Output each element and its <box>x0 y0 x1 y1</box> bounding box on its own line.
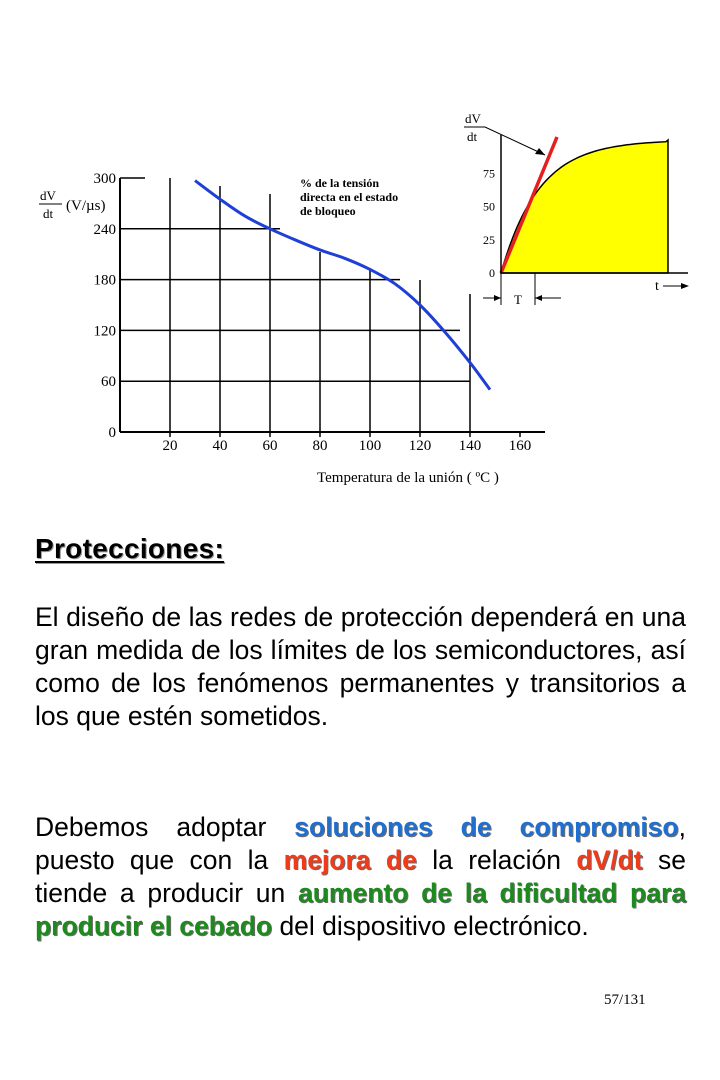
inset-y-tick-label-75: 75 <box>483 166 495 181</box>
inset-pointer-arrow <box>485 127 545 155</box>
page-number: 57/131 <box>604 992 646 1008</box>
p2-text-3: la relación <box>416 845 577 875</box>
inset-y-tick-label-50: 50 <box>483 199 495 214</box>
inset-x-label: t <box>655 279 659 294</box>
x-tick-label-100: 100 <box>358 438 382 454</box>
y-tick-label-180: 180 <box>93 272 116 289</box>
highlight-dvdt: dV/dt <box>576 845 643 875</box>
y-tick-label-0: 0 <box>108 425 116 441</box>
section-heading: Protecciones: <box>35 533 225 564</box>
inset-y-tick-label-0: 0 <box>489 266 495 280</box>
y-axis-label-dt: dt <box>43 206 54 221</box>
y-tick-label-120: 120 <box>93 323 116 340</box>
p2-text-2: , puesto que con la <box>35 812 686 875</box>
x-axis-label: Temperatura de la unión ( ºC ) <box>317 470 499 486</box>
inset-interval-arrowhead-right <box>535 295 542 301</box>
y-tick-label-240: 240 <box>93 221 116 238</box>
dvdt-fill-area <box>501 140 668 273</box>
x-tick-label-160: 160 <box>508 438 532 454</box>
chart-annotation-line-1: % de la tensión <box>300 176 380 190</box>
y-tick-label-300: 300 <box>93 171 116 187</box>
y-axis-label-dv: dV <box>40 188 56 203</box>
highlight-triggering-difficulty: aumento de la dificultad para producir el cebado <box>35 878 687 941</box>
chart-gridlines <box>120 178 470 432</box>
x-tick-label-60: 60 <box>262 438 278 454</box>
highlight-compromise-solutions: soluciones de compromiso <box>294 812 679 842</box>
highlight-improvement: mejora de <box>283 845 417 875</box>
x-tick-label-20: 20 <box>162 438 178 454</box>
inset-interval-arrowhead-left <box>494 295 501 301</box>
inset-y-tick-label-25: 25 <box>483 232 495 247</box>
inset-interval-label: T <box>514 292 522 307</box>
inset-y-label-dv: dV <box>465 111 481 126</box>
paragraph-protection-design: El diseño de las redes de protección dependerá en una gran medida de los límites de los semiconductores, así como de los fenómenos permanentes y transitorios a los que estén sometidos. <box>35 602 686 731</box>
y-axis-label-unit: (V/µs) <box>66 198 106 214</box>
chart-annotation-line-2: directa en el estado <box>300 190 399 204</box>
paragraph-compromise <box>35 811 686 943</box>
p2-text-5: del dispositivo electrónico. <box>272 911 589 941</box>
x-tick-label-40: 40 <box>212 438 228 454</box>
inset-time-arrowhead <box>681 283 689 289</box>
dvdt-rise-inset-chart <box>455 105 700 320</box>
chart-annotation-line-3: de bloqueo <box>300 204 356 218</box>
p2-text-1: Debemos adoptar <box>35 812 295 842</box>
y-tick-label-60: 60 <box>101 374 116 391</box>
x-tick-label-80: 80 <box>312 438 328 454</box>
x-tick-label-120: 120 <box>408 438 432 454</box>
p2-text-4: se tiende a producir un <box>35 845 686 908</box>
inset-y-label-dt: dt <box>467 129 478 144</box>
x-tick-label-140: 140 <box>458 438 482 454</box>
